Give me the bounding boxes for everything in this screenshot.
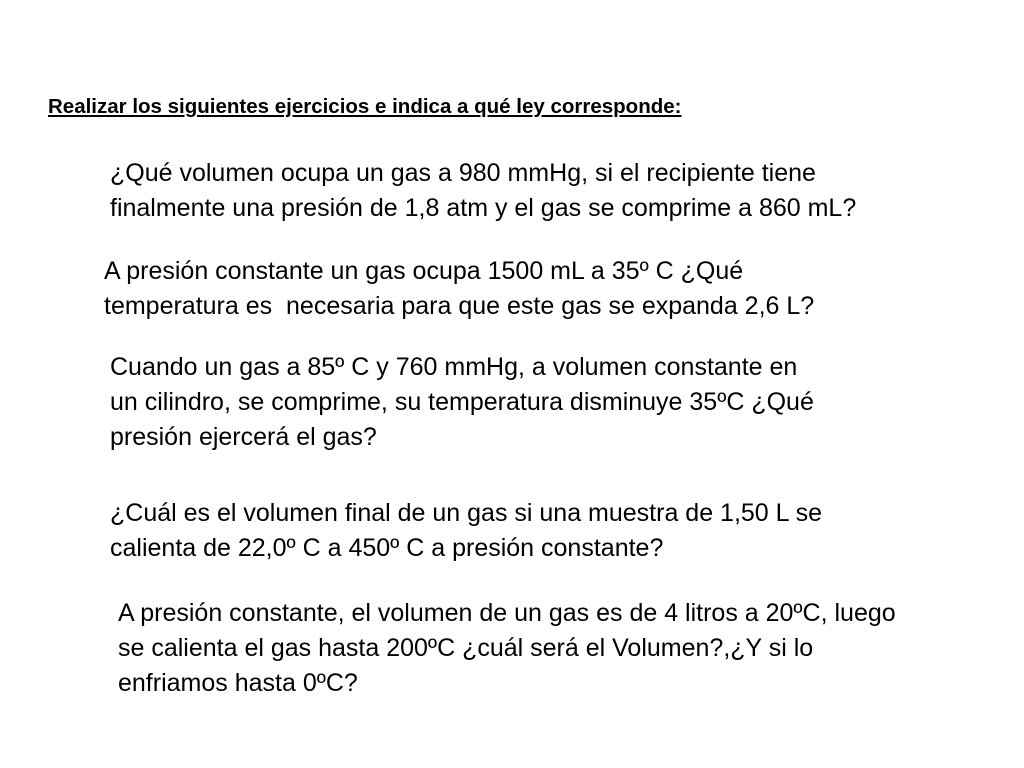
- exercise-5: [118, 596, 896, 701]
- exercise-3-line-2: un cilindro, se comprime, su temperatura disminuye 35ºC ¿Qué: [110, 388, 814, 416]
- exercise-1: [110, 156, 856, 226]
- exercise-1-line-1: ¿Qué volumen ocupa un gas a 980 mmHg, si el recipiente tiene: [110, 159, 816, 187]
- exercise-4-line-1: ¿Cuál es el volumen final de un gas si una muestra de 1,50 L se: [110, 499, 822, 527]
- exercise-2-line-1: A presión constante un gas ocupa 1500 mL a 35º C ¿Qué: [104, 257, 744, 285]
- exercise-2-line-2: temperatura es necesaria para que este gas se expanda 2,6 L?: [104, 292, 815, 320]
- page-title: Realizar los siguientes ejercicios e indica a qué ley corresponde:: [48, 95, 682, 118]
- exercise-4: [110, 496, 822, 566]
- exercise-5-line-3: enfriamos hasta 0ºC?: [118, 669, 358, 697]
- exercise-3-line-3: presión ejercerá el gas?: [110, 423, 377, 451]
- exercise-1-line-2: finalmente una presión de 1,8 atm y el gas se comprime a 860 mL?: [110, 194, 857, 222]
- exercise-3-line-1: Cuando un gas a 85º C y 760 mmHg, a volumen constante en: [110, 353, 798, 381]
- exercise-4-line-2: calienta de 22,0º C a 450º C a presión constante?: [110, 534, 664, 562]
- exercise-3: [110, 350, 814, 455]
- exercise-5-line-2: se calienta el gas hasta 200ºC ¿cuál será el Volumen?,¿Y si lo: [118, 634, 814, 662]
- exercise-5-line-1: A presión constante, el volumen de un gas es de 4 litros a 20ºC, luego: [118, 599, 896, 627]
- exercise-2: [104, 254, 814, 324]
